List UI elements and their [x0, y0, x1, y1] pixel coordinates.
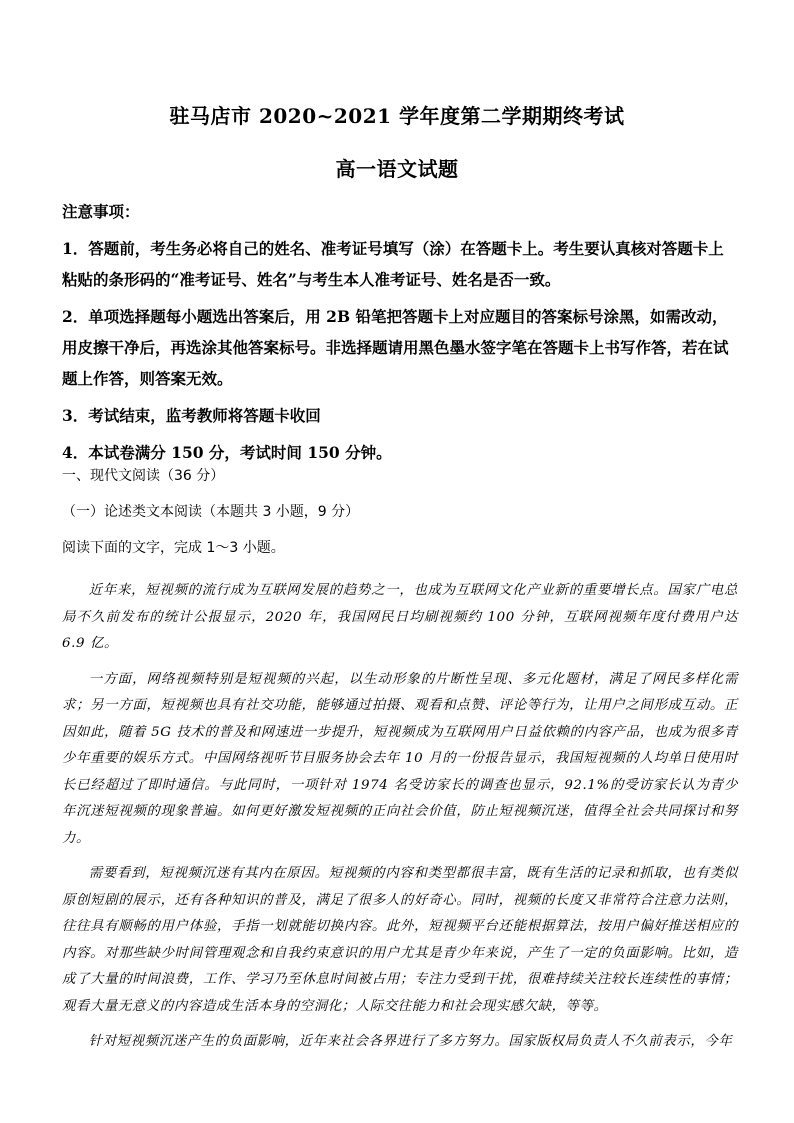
section-subheading: （一）论述类文本阅读（本题共 3 小题，9 分） — [62, 504, 360, 520]
notice-item-4: 4．本试卷满分 150 分，考试时间 150 分钟。 — [62, 443, 392, 462]
passage-paragraph-1: 近年来，短视频的流行成为互联网发展的趋势之一，也成为互联网文化产业新的重要增长点。国家广电总局不久前发布的统计公报显示，2020 年，我国网民日均刷视频约 100 分钟，互联网视频年度付费用户达 6.9 亿。 — [62, 583, 738, 651]
reading-instruction: 阅读下面的文字，完成 1～3 小题。 — [62, 540, 285, 556]
notice-item-1: 1．答题前，考生务必将自己的姓名、准考证号填写（涂）在答题卡上。考生要认真核对答题卡上粘贴的条形码的“准考证号、姓名”与考生本人准考证号、姓名是否一致。 — [62, 239, 724, 289]
section-heading: 一、现代文阅读（36 分） — [62, 468, 225, 484]
notice-item-3: 3．考试结束，监考教师将答题卡收回 — [62, 406, 321, 425]
notice-section — [62, 196, 738, 468]
reading-passage — [62, 578, 738, 1056]
exam-title: 驻马店市 2020~2021 学年度第二学期期终考试 — [169, 104, 625, 128]
passage-paragraph-2: 一方面，网络视频特别是短视频的兴起，以生动形象的片断性呈现、多元化题材，满足了网民多样化需求；另一方面，短视频也具有社交功能，能够通过拍摄、观看和点赞、评论等行为，让用户之间形成互动。正因如此，随着 5G 技术的普及和网速进一步提升，短视频成为互联网用户日益依赖的内容产品，也成为很多青少年重要的娱乐方式。中国网络视听节目服务协会去年 10 月的一份报告显示，我国短视频的人均单日使用时长已经超过了即时通信。与此同时，一项针对 1974 名受访家长的调查也显示，92.1%的受访家长认为青少年沉迷短视频的现象普遍。如何更好激发短视频的正向社会价值，防止短视频沉迷，值得全社会共同探讨和努力。 — [62, 671, 738, 846]
passage-paragraph-4: 针对短视频沉迷产生的负面影响，近年来社会各界进行了多方努力。国家版权局负责人不久前表示，今年 — [88, 1034, 733, 1049]
notice-heading: 注意事项： — [62, 202, 140, 221]
passage-paragraph-3: 需要看到，短视频沉迷有其内在原因。短视频的内容和类型都很丰富，既有生活的记录和抓取，也有类似原创短剧的展示，还有各种知识的普及，满足了很多人的好奇心。同时，视频的长度又非常符合注意力法则，往往具有顺畅的用户体验，手指一划就能切换内容。此外，短视频平台还能根据算法，按用户偏好推送相应的内容。对那些缺少时间管理观念和自我约束意识的用户尤其是青少年来说，产生了一定的负面影响。比如，造成了大量的时间浪费，工作、学习乃至休息时间被占用；专注力受到干扰，很难持续关注较长连续性的事情；观看大量无意义的内容造成生活本身的空洞化；人际交往能力和社会现实感欠缺，等等。 — [62, 866, 738, 1014]
section-headings — [62, 465, 738, 559]
exam-subtitle: 高一语文试题 — [335, 157, 459, 181]
notice-item-2: 2．单项选择题每小题选出答案后，用 2B 铅笔把答题卡上对应题目的答案标号涂黑，如需改动，用皮擦干净后，再选涂其他答案标号。非选择题请用黑色墨水签字笔在答题卡上书写作答，若在试题上作答，则答案无效。 — [62, 307, 729, 388]
